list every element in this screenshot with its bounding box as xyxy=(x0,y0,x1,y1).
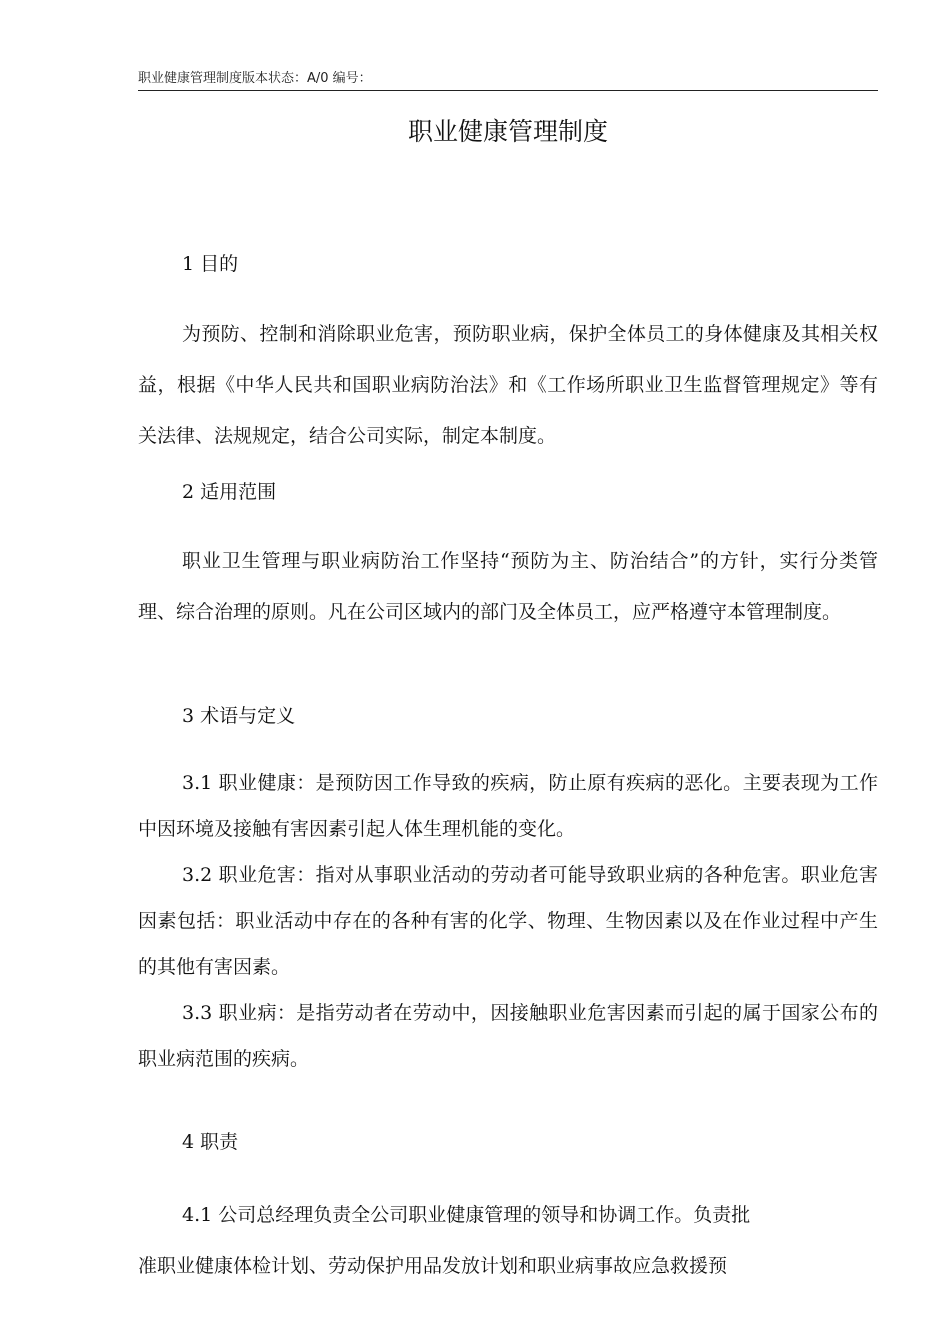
text-line: 准职业健康体检计划、劳动保护用品发放计划和职业病事故应急救援预 xyxy=(138,1255,728,1277)
paragraph-term-occupational-hazard: 3.2 职业危害：指对从事职业活动的劳动者可能导致职业病的各种危害。职业危害因素包括：职业活动中存在的各种有害的化学、物理、生物因素以及在作业过程中产生的其他有害因素。 xyxy=(138,864,878,978)
document-title: 职业健康管理制度 xyxy=(407,117,608,146)
page-header xyxy=(138,70,878,91)
section-heading-terms: 3 术语与定义 xyxy=(182,705,296,727)
paragraph-term-occupational-disease: 3.3 职业病：是指劳动者在劳动中，因接触职业危害因素而引起的属于国家公布的职业病范围的疾病。 xyxy=(138,1002,878,1070)
section-heading-responsibilities: 4 职责 xyxy=(182,1131,239,1153)
section-heading-purpose: 1 目的 xyxy=(182,253,239,275)
section-body-responsibilities xyxy=(138,1190,878,1292)
text-line: 4.1 公司总经理负责全公司职业健康管理的领导和协调工作。负责批 xyxy=(182,1204,751,1226)
section-heading-scope: 2 适用范围 xyxy=(182,481,277,503)
paragraph: 为预防、控制和消除职业危害，预防职业病，保护全体员工的身体健康及其相关权益，根据《中华人民共和国职业病防治法》和《工作场所职业卫生监督管理规定》等有关法律、法规规定，结合公司实际，制定本制度。 xyxy=(138,323,878,447)
paragraph-term-occupational-health: 3.1 职业健康：是预防因工作导致的疾病，防止原有疾病的恶化。主要表现为工作中因环境及接触有害因素引起人体生理机能的变化。 xyxy=(138,772,878,840)
section-body-scope xyxy=(138,536,878,638)
section-body-purpose xyxy=(138,309,878,462)
section-body-terms xyxy=(138,760,878,1082)
header-text: 职业健康管理制度版本状态：A/0 编号： xyxy=(138,71,372,86)
paragraph: 职业卫生管理与职业病防治工作坚持“预防为主、防治结合”的方针，实行分类管理、综合治理的原则。凡在公司区域内的部门及全体员工，应严格遵守本管理制度。 xyxy=(138,550,878,623)
